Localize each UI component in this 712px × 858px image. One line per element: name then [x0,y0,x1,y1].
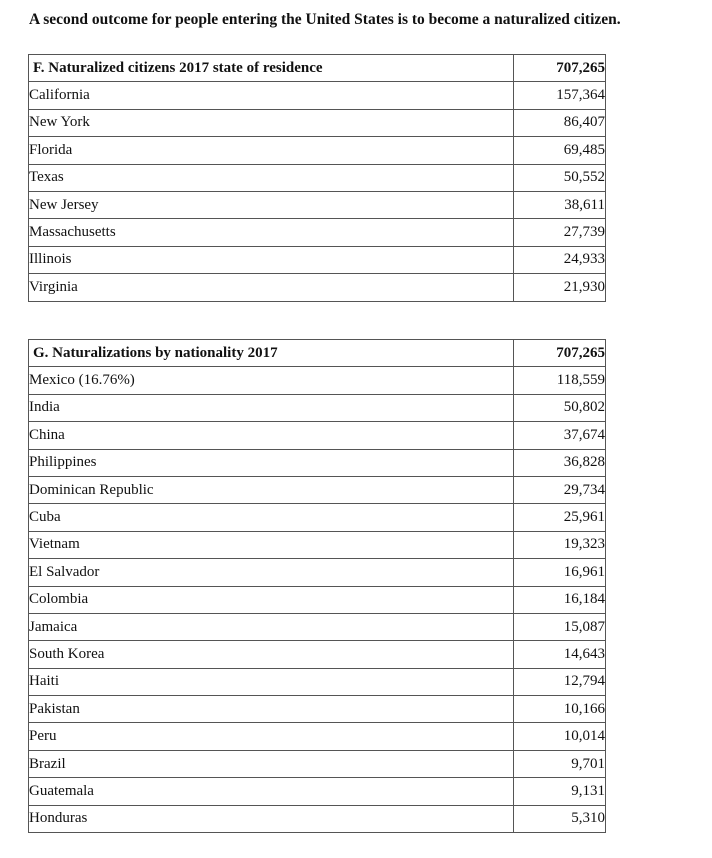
table-row [29,750,606,777]
table-row [29,191,606,218]
row-label: Brazil [29,750,514,777]
table-row [29,723,606,750]
table-row [29,778,606,805]
row-label: Guatemala [29,778,514,805]
table-row [29,422,606,449]
row-value: 9,131 [514,778,606,805]
row-value: 50,552 [514,164,606,191]
row-value: 15,087 [514,613,606,640]
row-value: 37,674 [514,422,606,449]
row-label: Dominican Republic [29,476,514,503]
row-label: Haiti [29,668,514,695]
row-label: Massachusetts [29,219,514,246]
state-residence-table [28,54,606,302]
row-value: 38,611 [514,191,606,218]
row-label: Honduras [29,805,514,832]
row-label: Philippines [29,449,514,476]
row-value: 27,739 [514,219,606,246]
table-row [29,504,606,531]
row-label: India [29,394,514,421]
table-row [29,805,606,832]
row-label: Pakistan [29,696,514,723]
row-label: Illinois [29,246,514,273]
table-title: F. Naturalized citizens 2017 state of residence [29,55,514,82]
row-label: Florida [29,137,514,164]
row-value: 21,930 [514,274,606,301]
table-row [29,668,606,695]
row-value: 118,559 [514,367,606,394]
row-label: New Jersey [29,191,514,218]
row-label: Peru [29,723,514,750]
table-row [29,586,606,613]
row-value: 9,701 [514,750,606,777]
row-label: Colombia [29,586,514,613]
table-row [29,246,606,273]
row-label: Cuba [29,504,514,531]
row-label: El Salvador [29,559,514,586]
table-row [29,476,606,503]
table-title: G. Naturalizations by nationality 2017 [29,340,514,367]
row-value: 16,961 [514,559,606,586]
table-row [29,559,606,586]
row-value: 36,828 [514,449,606,476]
row-value: 16,184 [514,586,606,613]
row-label: California [29,82,514,109]
table-row [29,164,606,191]
table-row [29,449,606,476]
row-value: 86,407 [514,109,606,136]
row-value: 5,310 [514,805,606,832]
row-label: Mexico (16.76%) [29,367,514,394]
table-total: 707,265 [514,55,606,82]
table-row [29,531,606,558]
table-row [29,367,606,394]
row-value: 50,802 [514,394,606,421]
table-row [29,641,606,668]
row-label: New York [29,109,514,136]
table-total: 707,265 [514,340,606,367]
row-value: 12,794 [514,668,606,695]
table-header-row [29,340,606,367]
row-label: Texas [29,164,514,191]
row-label: Jamaica [29,613,514,640]
table-row [29,82,606,109]
table-row [29,219,606,246]
table-row [29,137,606,164]
intro-text: A second outcome for people entering the United States is to become a naturalized citizen. [29,11,621,28]
row-value: 157,364 [514,82,606,109]
table-row [29,274,606,301]
row-value: 24,933 [514,246,606,273]
row-label: China [29,422,514,449]
row-value: 19,323 [514,531,606,558]
table-row [29,613,606,640]
table-header-row [29,55,606,82]
row-value: 10,166 [514,696,606,723]
row-value: 25,961 [514,504,606,531]
row-label: Vietnam [29,531,514,558]
table-row [29,696,606,723]
row-value: 69,485 [514,137,606,164]
row-value: 14,643 [514,641,606,668]
row-value: 29,734 [514,476,606,503]
table-row [29,109,606,136]
row-value: 10,014 [514,723,606,750]
table-row [29,394,606,421]
row-label: Virginia [29,274,514,301]
row-label: South Korea [29,641,514,668]
nationality-table [28,339,606,833]
